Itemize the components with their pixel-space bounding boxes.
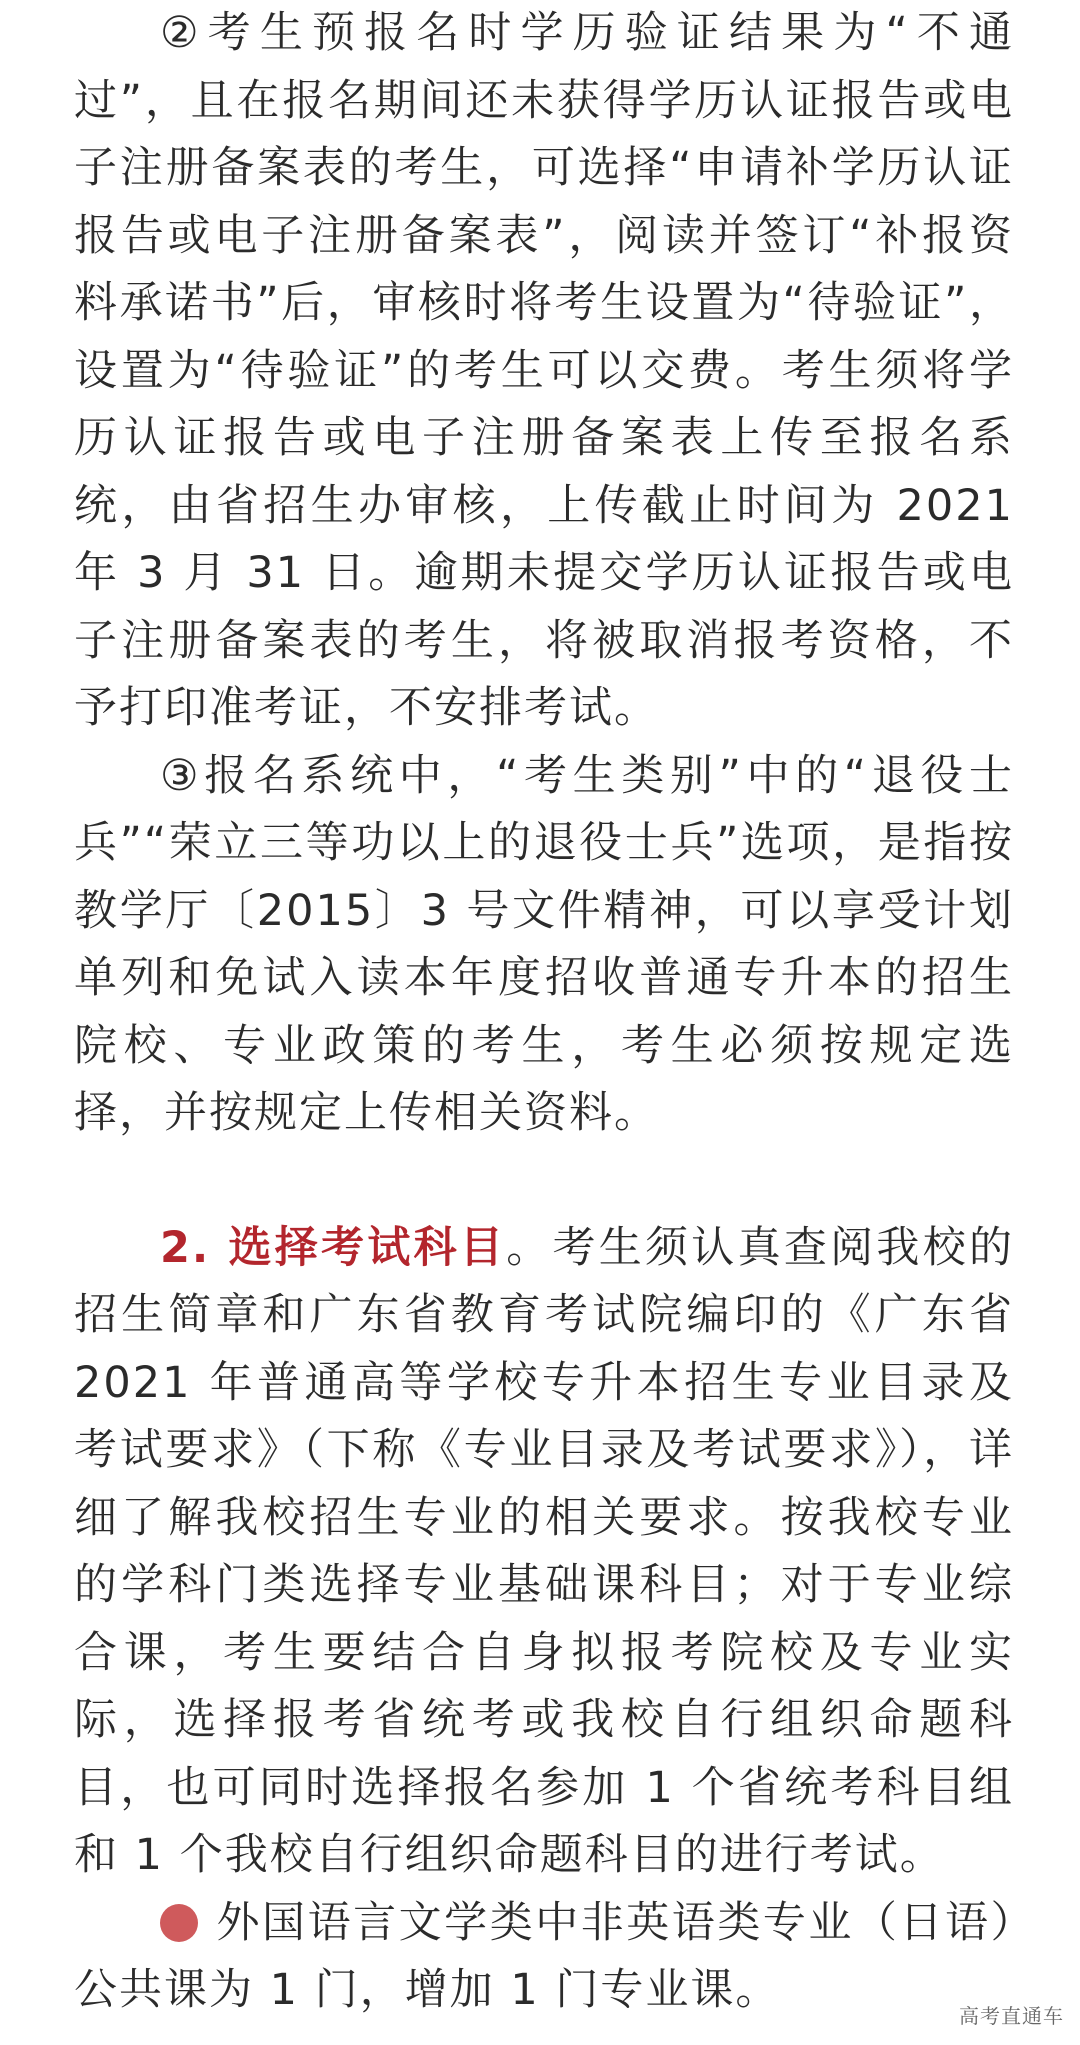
watermark-label: 高考直通车	[959, 2004, 1064, 2028]
section-2-paragraph	[74, 1215, 1014, 1890]
section-spacer	[74, 1148, 1014, 1215]
section-2-heading: 2. 选择考试科目	[160, 1222, 507, 1273]
bullet-text: 外国语言文学类中非英语类专业（日语）公共课为 1 门，增加 1 门专业课。	[74, 1897, 1014, 2015]
bullet-dot-icon	[160, 1904, 198, 1942]
bullet-paragraph	[74, 1890, 1014, 2025]
paragraph-item-2: ②考生预报名时学历验证结果为“不通过”，且在报名期间还未获得学历认证报告或电子注册备案表的考生，可选择“申请补学历认证报告或电子注册备案表”，阅读并签订“补报资料承诺书”后，审核时将考生设置为“待验证”，设置为“待验证”的考生可以交费。考生须将学历认证报告或电子注册备案表上传至报名系统，由省招生办审核，上传截止时间为 2021 年 3 月 31 日。逾期未提交学历认证报告或电子注册备案表的考生，将被取消报考资格，不予打印准考证，不安排考试。	[74, 8, 1014, 733]
paragraph-item-3: ③报名系统中，“考生类别”中的“退役士兵”“荣立三等功以上的退役士兵”选项，是指按教学厅〔2015〕3 号文件精神，可以享受计划单列和免试入读本年度招收普通专升本的招生院校、专业政策的考生，考生必须按规定选择，并按规定上传相关资料。	[74, 750, 1014, 1138]
section-2-body: 。考生须认真查阅我校的招生简章和广东省教育考试院编印的《广东省 2021 年普通高等学校专升本招生专业目录及考试要求》（下称《专业目录及考试要求》），详细了解我校招生专业的相关要求。按我校专业的学科门类选择专业基础课科目；对于专业综合课，考生要结合自身拟报考院校及专业实际，选择报考省统考或我校自行组织命题科目，也可同时选择报名参加 1 个省统考科目组和 1 个我校自行组织命题科目的进行考试。	[74, 1222, 1014, 1880]
document-body	[74, 0, 1014, 2025]
